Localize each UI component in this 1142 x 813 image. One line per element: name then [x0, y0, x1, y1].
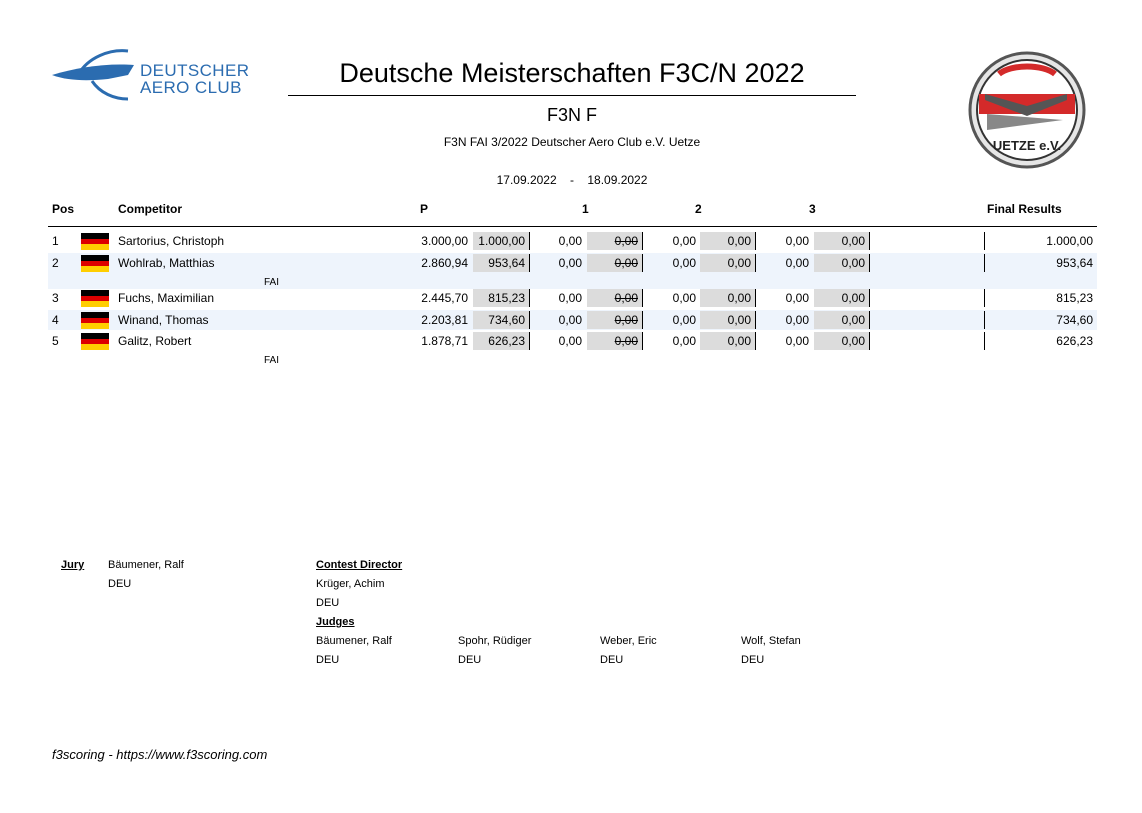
page-title: Deutsche Meisterschaften F3C/N 2022 [339, 58, 805, 88]
row-r2-raw: 0,00 [672, 291, 696, 305]
row-r2-score: 0,00 [700, 289, 756, 307]
col-header-round-2: 2 [695, 202, 702, 216]
row-final: 953,64 [1056, 256, 1093, 270]
col-header-p: P [420, 202, 429, 216]
row-note: FAI [264, 355, 280, 366]
row-p-score: 1.000,00 [473, 232, 530, 250]
row-competitor: Galitz, Robert [118, 334, 192, 348]
row-r2-raw: 0,00 [672, 313, 696, 327]
row-r3-score: 0,00 [814, 232, 870, 250]
dac-wordmark-line2: AERO CLUB [140, 78, 242, 97]
row-r1-raw: 0,00 [558, 234, 582, 248]
col-header-pos: Pos [52, 202, 75, 216]
row-competitor: Winand, Thomas [118, 313, 209, 327]
row-p-score: 734,60 [473, 311, 530, 329]
row-r3-raw: 0,00 [785, 334, 809, 348]
final-divider [984, 289, 985, 307]
row-r2-score: 0,00 [700, 332, 756, 350]
row-competitor: Wohlrab, Matthias [118, 256, 215, 270]
date-separator: - [570, 173, 574, 187]
event-name: F3N FAI 3/2022 Deutscher Aero Club e.V. Uetze [443, 135, 701, 149]
row-r2-score: 0,00 [700, 311, 756, 329]
judge-country: DEU [458, 654, 482, 666]
date-to: 18.09.2022 [587, 173, 648, 187]
row-pos: 5 [52, 334, 59, 348]
col-header-round-3: 3 [809, 202, 816, 216]
judge-country: DEU [741, 654, 765, 666]
row-r1-score: 0,00 [587, 311, 643, 329]
row-pos: 3 [52, 291, 59, 305]
germany-flag-icon [81, 255, 109, 272]
row-note: FAI [264, 277, 280, 288]
row-r2-score: 0,00 [700, 254, 756, 272]
jury-country: DEU [108, 578, 132, 590]
row-r1-score: 0,00 [587, 254, 643, 272]
dac-wordmark [140, 62, 249, 96]
class-subtitle: F3N F [546, 105, 597, 125]
judges-label: Judges [316, 616, 355, 628]
row-r2-raw: 0,00 [672, 256, 696, 270]
row-p-raw: 1.878,71 [421, 334, 468, 348]
row-r3-score: 0,00 [814, 332, 870, 350]
uetze-club-logo [967, 50, 1087, 170]
row-final: 626,23 [1056, 334, 1093, 348]
date-from: 17.09.2022 [496, 173, 557, 187]
col-header-final: Final Results [987, 202, 1062, 216]
row-r3-raw: 0,00 [785, 291, 809, 305]
col-header-competitor: Competitor [118, 202, 182, 216]
row-r1-score: 0,00 [587, 232, 643, 250]
row-r1-raw: 0,00 [558, 291, 582, 305]
row-r1-score: 0,00 [587, 332, 643, 350]
footer-credit: f3scoring - https://www.f3scoring.com [52, 747, 268, 762]
final-divider [984, 254, 985, 272]
contest-director-country: DEU [316, 597, 340, 609]
final-divider [984, 232, 985, 250]
row-r2-score: 0,00 [700, 232, 756, 250]
row-final: 734,60 [1056, 313, 1093, 327]
jury-label: Jury [61, 559, 85, 571]
dac-wordmark-line1: DEUTSCHER [140, 61, 250, 80]
judge-country: DEU [316, 654, 340, 666]
col-header-round-1: 1 [582, 202, 589, 216]
row-r2-raw: 0,00 [672, 334, 696, 348]
row-r3-raw: 0,00 [785, 256, 809, 270]
row-r3-score: 0,00 [814, 254, 870, 272]
row-r1-raw: 0,00 [558, 313, 582, 327]
judge-name: Bäumener, Ralf [316, 635, 392, 647]
row-r1-raw: 0,00 [558, 256, 582, 270]
row-final: 1.000,00 [1046, 234, 1093, 248]
row-competitor: Sartorius, Christoph [118, 234, 225, 248]
row-competitor: Fuchs, Maximilian [118, 291, 215, 305]
row-pos: 2 [52, 256, 59, 270]
row-final: 815,23 [1056, 291, 1093, 305]
row-r1-score: 0,00 [587, 289, 643, 307]
germany-flag-icon [81, 312, 109, 329]
final-divider [984, 311, 985, 329]
jury-name: Bäumener, Ralf [108, 559, 184, 571]
contest-director-name: Krüger, Achim [316, 578, 385, 590]
row-p-score: 626,23 [473, 332, 530, 350]
judge-name: Spohr, Rüdiger [458, 635, 532, 647]
row-p-score: 953,64 [473, 254, 530, 272]
title-underline [288, 95, 856, 96]
row-r3-score: 0,00 [814, 289, 870, 307]
germany-flag-icon [81, 290, 109, 307]
row-r2-raw: 0,00 [672, 234, 696, 248]
row-r3-score: 0,00 [814, 311, 870, 329]
contest-director-label: Contest Director [316, 559, 403, 571]
row-pos: 4 [52, 313, 59, 327]
row-p-raw: 2.203,81 [421, 313, 468, 327]
row-p-raw: 2.860,94 [421, 256, 468, 270]
row-r3-raw: 0,00 [785, 313, 809, 327]
row-p-raw: 3.000,00 [421, 234, 468, 248]
header-rule [48, 226, 1097, 227]
row-r3-raw: 0,00 [785, 234, 809, 248]
judge-name: Weber, Eric [600, 635, 657, 647]
row-p-raw: 2.445,70 [421, 291, 468, 305]
row-pos: 1 [52, 234, 59, 248]
uetze-logo-lettering: UETZE e.V. [992, 138, 1062, 153]
germany-flag-icon [81, 333, 109, 350]
judge-name: Wolf, Stefan [741, 635, 801, 647]
event-dates [288, 173, 856, 187]
final-divider [984, 332, 985, 350]
judge-country: DEU [600, 654, 624, 666]
row-r1-raw: 0,00 [558, 334, 582, 348]
germany-flag-icon [81, 233, 109, 250]
row-p-score: 815,23 [473, 289, 530, 307]
